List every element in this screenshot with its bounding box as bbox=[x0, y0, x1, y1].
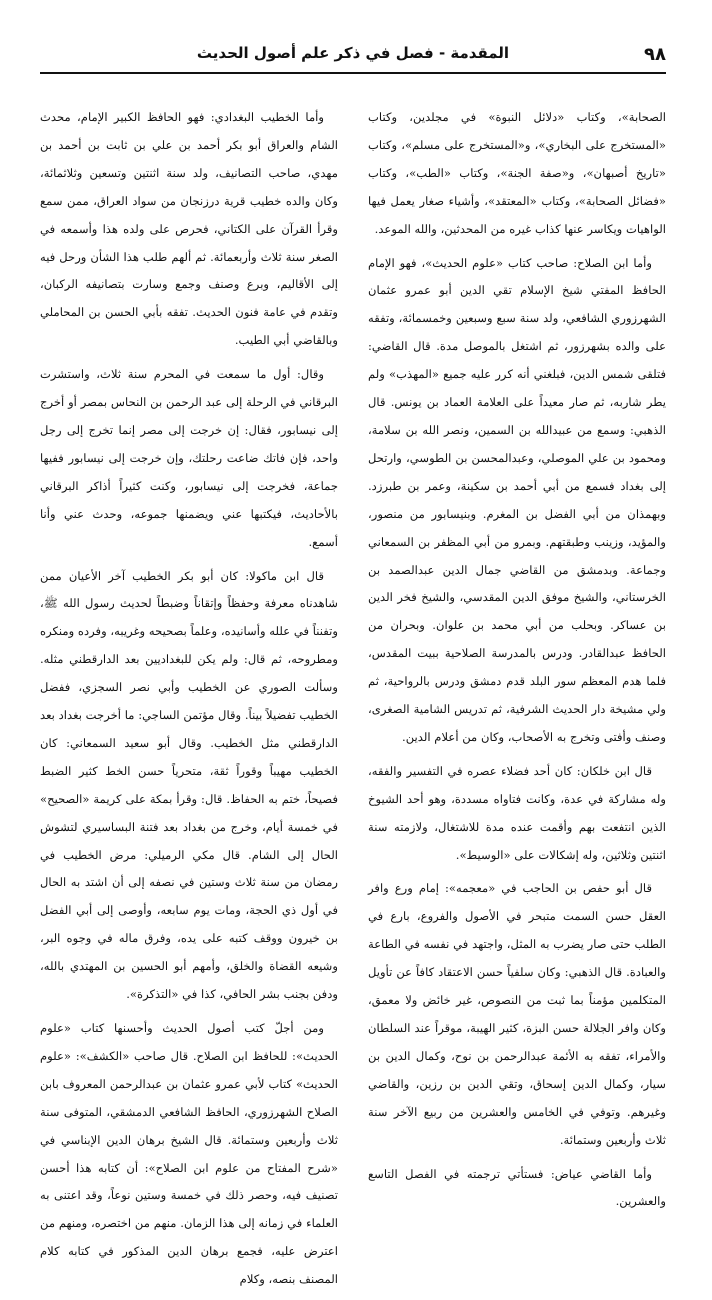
left-column bbox=[40, 104, 338, 1300]
paragraph: ومن أجلّ كتب أصول الحديث وأحسنها كتاب «علوم الحديث»: للحافظ ابن الصلاح. قال صاحب «الكشف»: «علوم الحديث» كتاب لأبي عمرو عثمان بن عبدالرحمن المعروف بابن الصلاح الشهرزوري، الحافظ الشافعي الدمشقي، المتوفى سنة ثلاث وأربعين وستمائة. قال الشيخ برهان الدين الإبناسي في «شرح المفتاح من علوم ابن الصلاح»: أن كتابه هذا أحسن تصنيف فيه، وحصر ذلك في خمسة وستين نوعاً، وقد اعتنى به العلماء في زمانه إلى هذا الزمان. منهم من اختصره، ومنهم من اعترض عليه، فجمع برهان الدين المذكور في كتابه كلام المصنف بنصه، وكلام bbox=[40, 1021, 338, 1287]
running-title: المقدمة - فصل في ذكر علم أصول الحديث bbox=[196, 44, 510, 62]
paragraph: قال ابن خلكان: كان أحد فضلاء عصره في التفسير والفقه، وله مشاركة في عدة، وكانت فتاواه مسددة، وهو أحد الشيوخ الذين انتفعت بهم وأقمت عنده مدة للاشتغال، ولازمته سنة اثنتين وثلاثين، وله إشكالات على «الوسيط». bbox=[368, 763, 666, 862]
paragraph: وأما القاضي عياض: فستأتي ترجمته في الفصل التاسع والعشرين. bbox=[368, 1166, 666, 1209]
paragraph: قال ابن ماكولا: كان أبو بكر الخطيب آخر الأعيان ممن شاهدناه معرفة وحفظاً وإتقاناً وضبطاً لحديث رسول الله ﷺ، وتفنناً في علله وأسانيده، وعلماً بصحيحه وغريبه، وفرده ومنكره ومطروحه، ثم قال: ولم يكن للبغداديين بعد الدارقطني مثله. وسألت الصوري عن الخطيب وأبي نصر السجزي، ففضل الخطيب تفضيلاً بيناً. وقال مؤتمن الساجي: ما أخرجت بغداد بعد الدارقطني مثل الخطيب. وقال أبو سعيد السمعاني: كان الخطيب مهيباً وقوراً ثقة، متحرياً حسن الخط كثير الضبط فصيحاً، ختم به الحفاظ. قال: وقرأ بمكة على كريمة «الصحيح» في خمسة أيام، وخرج من بغداد بعد فتنة البساسيري لتشوش الحال إلى الشام. قال مكي الرميلي: مرض الخطيب في رمضان من سنة ثلاث وستين في نصفه إلى أن اشتد به الحال في أول ذي الحجة، ومات يوم سابعه، وأوصى إلى أبي الفضل بن خيرون ووقف كتبه على يده، وفرق ماله في وجوه البر، وشيعه القضاة والخلق، وأمهم أبو الحسين بن المهتدي بالله، ودفن بجنب بشر الحافي، كذا في «التذكرة». bbox=[40, 568, 338, 1002]
paragraph: وقال: أول ما سمعت في المحرم سنة ثلاث، واستشرت البرقاني في الرحلة إلى عبد الرحمن بن النحاس بمصر أو أخرج إلى نيسابور، فقال: إن خرجت إلى مصر إنما تخرج إلى رجل واحد، فإن فاتك ضاعت رحلتك، وإن خرجت إلى نيسابور ففيها جماعة، فخرجت إلى نيسابور، وكنت كثيراً أذاكر البرقاني بالأحاديث، فيكتبها عني ويضمنها جموعه، وحدث عني وأنا أسمع. bbox=[40, 367, 338, 549]
page-number: ٩٨ bbox=[644, 44, 666, 65]
right-column bbox=[368, 104, 666, 1222]
page-header bbox=[40, 38, 666, 74]
paragraph: وأما الخطيب البغدادي: فهو الحافظ الكبير الإمام، محدث الشام والعراق أبو بكر أحمد بن علي بن ثابت بن أحمد بن مهدي، صاحب التصانيف، ولد سنة اثنتين وتسعين وثلاثمائة، وكان والده خطيب قرية درزنجان من سواد العراق، ممن سمع وقرأ القرآن على الكتاني، فحرص على ولده هذا وأسمعه في الصغر سنة ثلاث وأربعمائة. ثم ألهم طلب هذا الشأن ورحل فيه إلى الأقاليم، وبرع وصنف وجمع وسارت بتصانيفه الركبان، وتقدم في عامة فنون الحديث. تفقه بأبي الحسن بن المحاملي وبالقاضي أبي الطيب. bbox=[40, 110, 338, 348]
paragraph: الصحابة»، وكتاب «دلائل النبوة» في مجلدين، وكتاب «المستخرج على البخاري»، و«المستخرج على مسلم»، وكتاب «تاريخ أصبهان»، و«صفة الجنة»، وكتاب «الطب»، وكتاب «فضائل الصحابة»، وكتاب «المعتقد»، وأشياء صغار يعمل فيها الواهيات ويكاسر عنها كذاب غيره من المحدثين، والله الموعد. bbox=[368, 110, 666, 236]
paragraph: قال أبو حفص بن الحاجب في «معجمه»: إمام ورع وافر العقل حسن السمت متبحر في الأصول والفروع، بارع في الطلب حتى صار يضرب به المثل، واجتهد في نفسه في الطاعة والعبادة. قال الذهبي: وكان سلفياً حسن الاعتقاد كافاً عن تأويل المتكلمين مؤمناً بما ثبت من النصوص، غير خائض ولا معمق، وكان وافر الجلالة حسن البزة، كثير الهيبة، موقراً عند السلطان والأمراء، تفقه به الأئمة عبدالرحمن بن نوح، وكمال الدين بن سيار، وكمال الدين إسحاق، وتقي الدين بن رزين، والقاضي وغيرهم. وتوفي في الخامس والعشرين من ربيع الآخر سنة ثلاث وأربعين وستمائة. bbox=[368, 881, 666, 1147]
paragraph: وأما ابن الصلاح: صاحب كتاب «علوم الحديث»، فهو الإمام الحافظ المفتي شيخ الإسلام تقي الدين أبو عمرو عثمان الشهرزوري الشافعي، ولد سنة سبع وسبعين وخمسمائة، وتفقه على والده بشهرزور، ثم اشتغل بالموصل مدة. قال القاضي: فتلقى شمس الدين، فبلغني أنه كرر عليه جميع «المهذب» ولم يطر شاربه، ثم صار معيداً على العلامة العماد بن يونس. قال الذهبي: وسمع من عبيدالله بن السمين، ونصر الله بن سلامة، ومحمود بن علي الموصلي، وعبدالمحسن بن الطوسي، وارتحل إلى بغداد فسمع من أبي أحمد بن سكينة، وعمر بن طبرزد. وبهمذان من أبي الفضل بن المغرم. وبنيسابور من منصور، والمؤيد، وزينب وطبقتهم. وبمرو من أبي المظفر بن السمعاني وجماعة. وبدمشق من القاضي جمال الدين عبدالصمد بن الخرستاني، والشيخ موفق الدين المقدسي، والشيخ فخر الدين بن عساكر. وبحلب من أبي محمد بن علوان. وبحران من الحافظ عبدالقادر. ودرس بالمدرسة الصلاحية ببيت المقدس، فلما هدم المعظم سور البلد قدم دمشق ودرس بالرواحية، ثم ولي مشيخة دار الحديث الشرفية، ثم تدريس الشامية الصغرى، وصنف وأفتى وتخرج به الأصحاب، وكان من أعلام الدين. bbox=[368, 255, 666, 744]
